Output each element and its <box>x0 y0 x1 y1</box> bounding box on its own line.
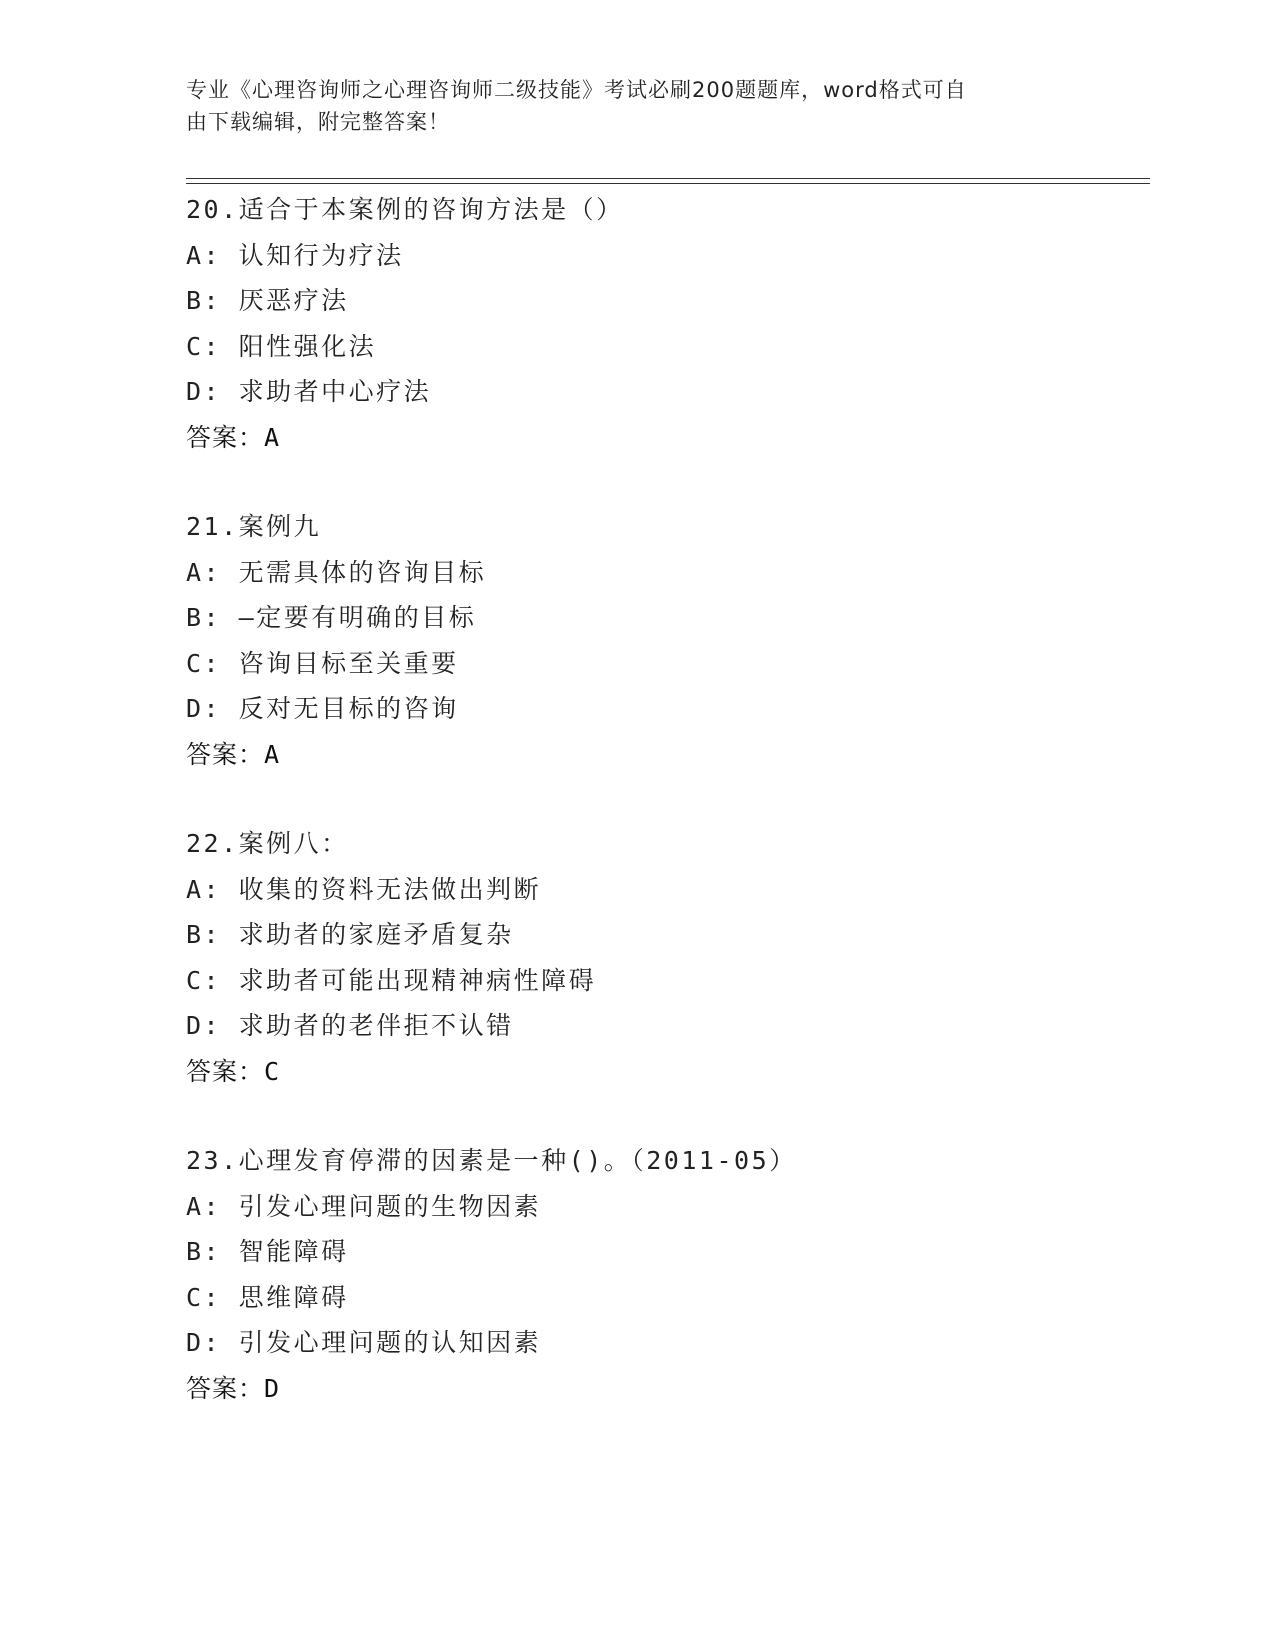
question-option-b: B: 求助者的家庭矛盾复杂 <box>186 920 514 949</box>
question-option-a: A: 认知行为疗法 <box>186 240 404 270</box>
question-option-d: D: 反对无目标的咨询 <box>186 694 459 723</box>
answer-value: A <box>264 739 281 769</box>
question-option-c: C: 咨询目标至关重要 <box>186 648 459 678</box>
header-line-1: 专业《心理咨询师之心理咨询师二级技能》考试必刷200题题库，word格式可自 <box>186 78 967 102</box>
question-option-b: B: 厌恶疗法 <box>186 286 349 315</box>
document-header <box>186 74 1066 138</box>
question-option-d: D: 求助者的老伴拒不认错 <box>186 1011 514 1040</box>
answer-value: D <box>264 1373 281 1403</box>
question-answer <box>186 415 1146 461</box>
question-stem: 23.心理发育停滞的因素是一种()。（2011-05） <box>186 1146 797 1175</box>
question-option-a: A: 无需具体的咨询目标 <box>186 557 487 587</box>
answer-label: 答案： <box>186 1056 265 1086</box>
question-option-d: D: 求助者中心疗法 <box>186 377 432 406</box>
question-stem: 20.适合于本案例的咨询方法是（） <box>186 195 624 224</box>
question-option-b: B: 智能障碍 <box>186 1237 349 1266</box>
question-item <box>186 504 1146 777</box>
answer-value: A <box>264 422 281 452</box>
question-answer <box>186 1049 1146 1095</box>
answer-label: 答案： <box>186 1373 265 1403</box>
question-option-d: D: 引发心理问题的认知因素 <box>186 1328 542 1357</box>
question-answer <box>186 732 1146 778</box>
header-line-2: 由下载编辑，附完整答案！ <box>186 110 450 134</box>
question-list <box>186 187 1146 1455</box>
header-divider-bottom <box>186 183 1150 184</box>
question-item <box>186 1138 1146 1411</box>
question-item <box>186 821 1146 1094</box>
question-option-a: A: 收集的资料无法做出判断 <box>186 874 542 904</box>
answer-label: 答案： <box>186 739 265 769</box>
question-option-b: B: —定要有明确的目标 <box>186 603 477 632</box>
answer-label: 答案： <box>186 422 265 452</box>
question-stem: 22.案例八： <box>186 829 349 858</box>
answer-value: C <box>264 1056 281 1086</box>
question-answer <box>186 1366 1146 1412</box>
question-item <box>186 187 1146 460</box>
question-option-c: C: 求助者可能出现精神病性障碍 <box>186 965 597 995</box>
question-option-a: A: 引发心理问题的生物因素 <box>186 1191 542 1221</box>
header-divider-top <box>186 178 1150 179</box>
question-option-c: C: 阳性强化法 <box>186 331 377 361</box>
question-stem: 21.案例九 <box>186 512 322 541</box>
question-option-c: C: 思维障碍 <box>186 1282 349 1312</box>
